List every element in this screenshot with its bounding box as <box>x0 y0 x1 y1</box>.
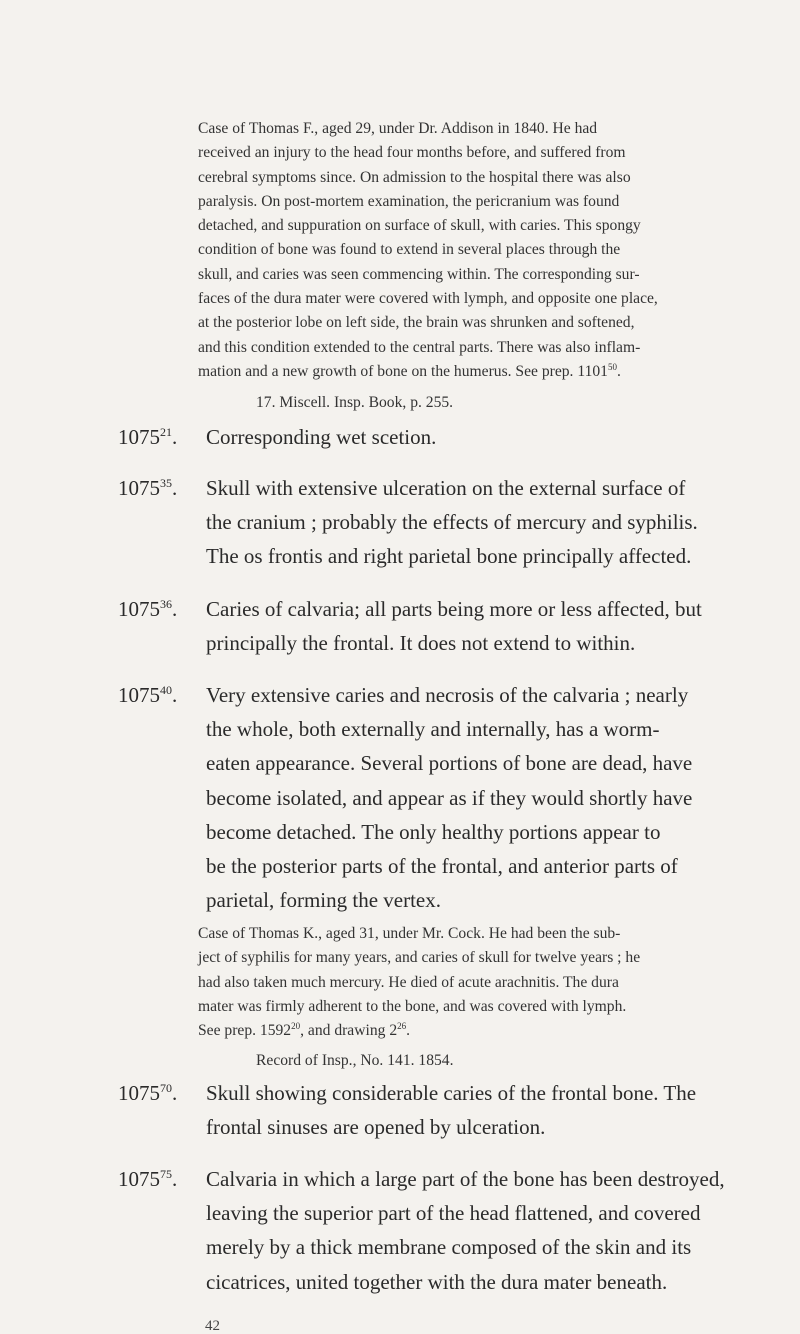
case-note-line: skull, and caries was seen commencing within. The corresponding sur- <box>198 265 640 283</box>
description-line: be the posterior parts of the frontal, and anterior parts of <box>206 854 678 879</box>
description-line: the cranium ; probably the effects of mercury and syphilis. <box>206 510 698 535</box>
description-line: merely by a thick membrane composed of the skin and its <box>206 1235 692 1260</box>
case-note-line <box>198 1019 790 1043</box>
case-reference: 17. Miscell. Insp. Book, p. 255. <box>256 394 454 411</box>
page-number: 42 <box>205 1318 220 1334</box>
case-note-line-end: . <box>616 362 621 380</box>
specimen-number: 1075$^{36}$. <box>118 597 178 621</box>
case-note-line: ject of syphilis for many years, and caries of skull for twelve years ; he <box>198 949 641 967</box>
prep-superscript: 20 <box>291 1021 301 1032</box>
case-note-line-text: See prep. 1592 <box>198 1022 292 1040</box>
description-line: Very extensive caries and necrosis of the calvaria ; nearly <box>206 683 689 707</box>
case-note-line: Case of Thomas F., aged 29, under Dr. Addison in 1840. He had <box>198 120 598 137</box>
description-line: principally the frontal. It does not extend to within. <box>206 631 636 656</box>
description-line: leaving the superior part of the head flattened, and covered <box>206 1201 701 1226</box>
specimen-number-base: 1075 <box>118 683 160 707</box>
case-note-line-text: mation and a new growth of bone on the humerus. See prep. 1101 <box>198 362 608 380</box>
case-note-line: received an injury to the head four months before, and suffered from <box>198 144 626 162</box>
case-note-line: condition of bone was found to extend in several places through the <box>198 241 621 259</box>
case-note-thomas-f <box>198 117 790 384</box>
specimen-number: 1075$^{70}$. <box>118 1081 178 1105</box>
description-line: parietal, forming the vertex. <box>206 888 441 913</box>
specimen-number: 1075$^{75}$. <box>118 1167 178 1191</box>
specimen-number: 1075$^{40}$. <box>118 683 178 707</box>
specimen-number-base: 1075 <box>118 1167 160 1191</box>
case-note-line: cerebral symptoms since. On admission to the hospital there was also <box>198 168 631 186</box>
specimen-number: 1075$^{35}$. <box>118 476 178 500</box>
case-reference: Record of Insp., No. 141. 1854. <box>256 1052 454 1069</box>
specimen-number-sup: 21 <box>160 425 172 439</box>
description-line: become detached. The only healthy portions appear to <box>206 819 661 844</box>
specimen-description <box>206 420 790 454</box>
case-note-line: had also taken much mercury. He died of acute arachnitis. The dura <box>198 973 619 991</box>
specimen-description <box>206 678 790 917</box>
case-note-line <box>198 360 790 384</box>
case-note-line-text: , and drawing 2 <box>300 1022 398 1040</box>
specimen-description <box>206 1162 790 1299</box>
description-line: the whole, both externally and internally, has a worm- <box>206 717 660 742</box>
description-line: Caries of calvaria; all parts being more or less affected, but <box>206 597 702 621</box>
drawing-superscript: 26 <box>397 1021 407 1032</box>
specimen-number-sup: 75 <box>160 1167 172 1181</box>
specimen-number-sup: 35 <box>160 476 172 490</box>
description-line: cicatrices, united together with the dura mater beneath. <box>206 1269 668 1294</box>
description-line: eaten appearance. Several portions of bone are dead, have <box>206 751 693 776</box>
specimen-number-sup: 70 <box>160 1081 172 1095</box>
specimen-number: 1075$^{21}$. <box>118 425 178 449</box>
case-note-thomas-k <box>198 922 790 1043</box>
case-note-line: paralysis. On post-mortem examination, the pericranium was found <box>198 192 620 210</box>
specimen-number-sup: 36 <box>160 597 172 611</box>
case-note-line-end: . <box>406 1022 411 1040</box>
description-line: Skull with extensive ulceration on the external surface of <box>206 476 686 500</box>
case-note-line: detached, and suppuration on surface of skull, with caries. This spongy <box>198 217 641 235</box>
specimen-number-sup: 40 <box>160 683 172 697</box>
case-note-line: mater was firmly adherent to the bone, and was covered with lymph. <box>198 997 627 1015</box>
specimen-description <box>206 471 790 574</box>
description-line: Calvaria in which a large part of the bone has been destroyed, <box>206 1167 725 1191</box>
description-line: The os frontis and right parietal bone principally affected. <box>206 544 692 569</box>
specimen-description <box>206 592 790 660</box>
specimen-number-base: 1075 <box>118 1081 160 1105</box>
description-line: Corresponding wet scetion. <box>206 425 437 449</box>
case-note-line: at the posterior lobe on left side, the brain was shrunken and softened, <box>198 314 635 332</box>
specimen-number-base: 1075 <box>118 425 160 449</box>
specimen-number-base: 1075 <box>118 476 160 500</box>
case-note-line: and this condition extended to the central parts. There was also inflam- <box>198 338 641 356</box>
description-line: frontal sinuses are opened by ulceration. <box>206 1115 546 1140</box>
case-note-line: faces of the dura mater were covered with lymph, and opposite one place, <box>198 290 658 308</box>
specimen-description <box>206 1076 790 1144</box>
description-line: Skull showing considerable caries of the frontal bone. The <box>206 1081 697 1105</box>
specimen-number-base: 1075 <box>118 597 160 621</box>
prep-superscript: 50 <box>607 361 617 372</box>
case-note-line: Case of Thomas K., aged 31, under Mr. Cock. He had been the sub- <box>198 925 621 942</box>
description-line: become isolated, and appear as if they would shortly have <box>206 785 693 810</box>
